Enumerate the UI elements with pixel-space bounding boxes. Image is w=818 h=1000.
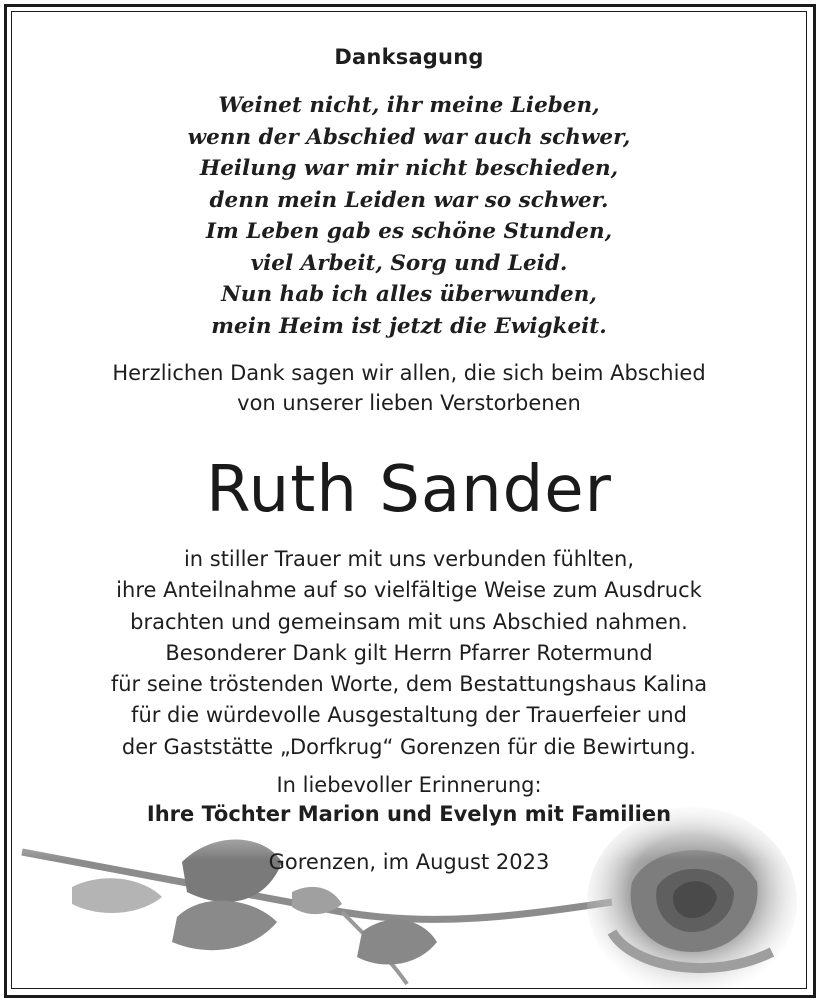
intro-line: Herzlichen Dank sagen wir allen, die sich beim Abschied	[112, 361, 706, 385]
body-line: für die würdevolle Ausgestaltung der Trauerfeier und	[131, 703, 687, 728]
body-text	[12, 544, 806, 763]
body-line: für seine tröstenden Worte, dem Bestattungshaus Kalina	[110, 672, 708, 697]
notice-card	[11, 11, 807, 989]
poem-line: Nun hab ich alles überwunden,	[221, 282, 597, 307]
poem-line: viel Arbeit, Sorg und Leid.	[250, 250, 568, 276]
poem-line: mein Heim ist jetzt die Ewigkeit.	[211, 313, 607, 339]
body-line: ihre Anteilnahme auf so vielfältige Weise zum Ausdruck	[116, 578, 702, 603]
body-line: Besonderer Dank gilt Herrn Pfarrer Rotermund	[165, 640, 653, 665]
poem-line: wenn der Abschied war auch schwer,	[187, 124, 631, 150]
poem-line: Heilung war mir nicht beschieden,	[199, 156, 619, 181]
body-line: der Gaststätte „Dorfkrug“ Gorenzen für die Bewirtung.	[121, 734, 697, 759]
body-line: in stiller Trauer mit uns verbunden fühlten,	[183, 547, 635, 571]
poem-line: Im Leben gab es schöne Stunden,	[205, 219, 613, 244]
body-line: brachten und gemeinsam mit uns Abschied nahmen.	[130, 609, 688, 634]
poem	[12, 90, 806, 342]
heading: Danksagung	[334, 45, 484, 69]
intro-text	[12, 358, 806, 418]
poem-line: denn mein Leiden war so schwer.	[209, 187, 609, 213]
deceased-name: Ruth Sander	[206, 453, 612, 527]
intro-line: von unserer lieben Verstorbenen	[237, 391, 581, 415]
place-date: Gorenzen, im August 2023	[268, 850, 550, 874]
poem-line: Weinet nicht, ihr meine Lieben,	[218, 93, 600, 118]
closing-line: In liebevoller Erinnerung:	[276, 773, 542, 797]
signature: Ihre Töchter Marion und Evelyn mit Familien	[146, 802, 672, 826]
